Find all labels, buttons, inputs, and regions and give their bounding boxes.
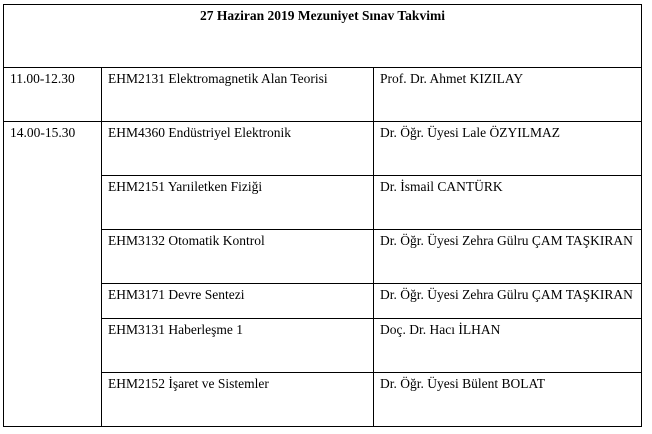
- lecturer-cell: Dr. Öğr. Üyesi Zehra Gülru ÇAM TAŞKIRAN: [374, 230, 642, 284]
- course-cell: EHM2151 Yarıiletken Fiziği: [102, 176, 374, 230]
- course-cell: EHM2131 Elektromagnetik Alan Teorisi: [102, 68, 374, 122]
- course-cell: EHM3132 Otomatik Kontrol: [102, 230, 374, 284]
- session-time-cell: 11.00-12.30: [4, 68, 102, 122]
- exam-schedule-table: [3, 4, 642, 427]
- lecturer-cell: Dr. Öğr. Üyesi Bülent BOLAT: [374, 373, 642, 427]
- lecturer-cell: Prof. Dr. Ahmet KIZILAY: [374, 68, 642, 122]
- session-time-cell: 14.00-15.30: [4, 122, 102, 427]
- title-row: [4, 5, 642, 68]
- course-cell: EHM4360 Endüstriyel Elektronik: [102, 122, 374, 176]
- lecturer-cell: Dr. İsmail CANTÜRK: [374, 176, 642, 230]
- table-row: [4, 122, 642, 176]
- lecturer-cell: Dr. Öğr. Üyesi Zehra Gülru ÇAM TAŞKIRAN: [374, 284, 642, 319]
- course-cell: EHM3171 Devre Sentezi: [102, 284, 374, 319]
- lecturer-cell: Doç. Dr. Hacı İLHAN: [374, 319, 642, 373]
- lecturer-cell: Dr. Öğr. Üyesi Lale ÖZYILMAZ: [374, 122, 642, 176]
- schedule-title: 27 Haziran 2019 Mezuniyet Sınav Takvimi: [4, 5, 642, 68]
- course-cell: EHM2152 İşaret ve Sistemler: [102, 373, 374, 427]
- table-row: [4, 68, 642, 122]
- course-cell: EHM3131 Haberleşme 1: [102, 319, 374, 373]
